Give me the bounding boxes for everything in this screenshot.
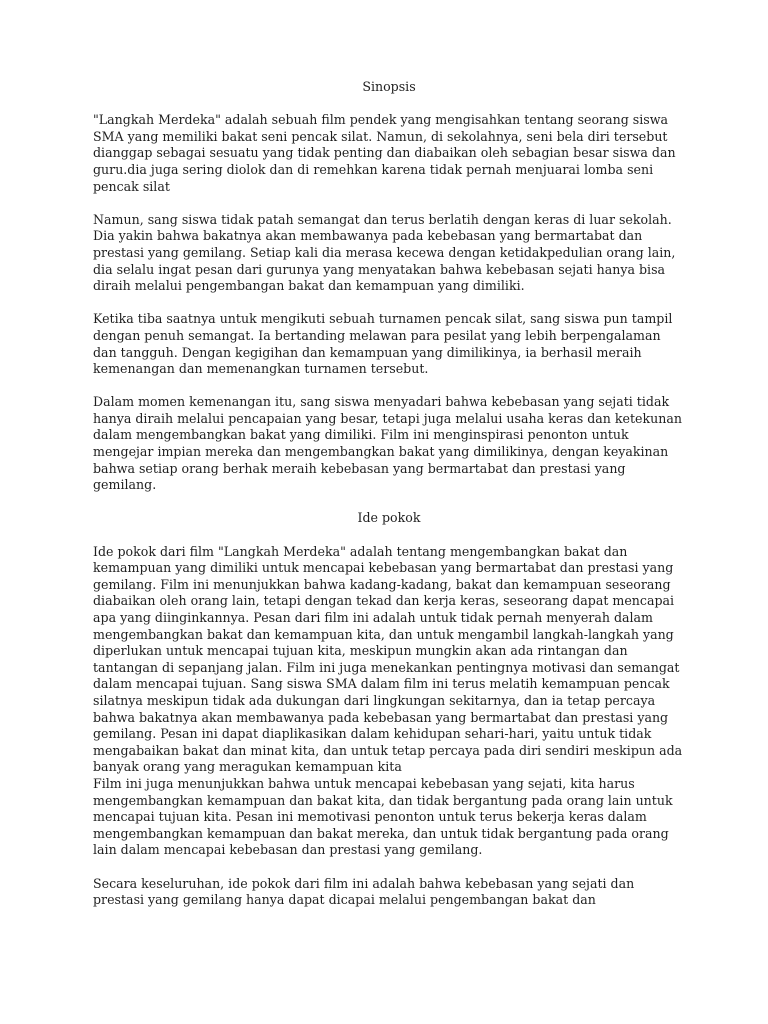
section-heading-sinopsis: Sinopsis — [362, 79, 416, 94]
ide-pokok-paragraph-3: Secara keseluruhan, ide pokok dari film ini adalah bahwa kebebasan yang sejati dan prestasi yang gemilang hanya dapat dicapai melalui pengembangan bakat dan — [93, 875, 635, 908]
document-page — [93, 79, 685, 925]
sinopsis-paragraph-4: Dalam momen kemenangan itu, sang siswa menyadari bahwa kebebasan yang sejati tidak hanya diraih melalui pencapaian yang besar, tetapi juga melalui usaha keras dan ketekunan dalam mengembangkan bakat yang dimiliki. Film ini menginspirasi penonton untuk mengejar impian mereka dan mengembangkan bakat yang dimilikinya, dengan keyakinan bahwa setiap orang berhak meraih kebebasan yang bermartabat dan prestasi yang gemilang. — [93, 394, 682, 493]
section-heading-ide-pokok: Ide pokok — [357, 510, 421, 526]
sinopsis-paragraph-3: Ketika tiba saatnya untuk mengikuti sebuah turnamen pencak silat, sang siswa pun tampil dengan penuh semangat. Ia bertanding melawan para pesilat yang lebih berpengalaman dan tangguh. Dengan kegigihan dan kemampuan yang dimilikinya, ia berhasil meraih kemenangan dan memenangkan turnamen tersebut. — [93, 311, 673, 377]
sinopsis-paragraph-2: Namun, sang siswa tidak patah semangat dan terus berlatih dengan keras di luar sekolah. Dia yakin bahwa bakatnya akan membawanya pada kebebasan yang bermartabat dan prestasi yang gemilang. Setiap kali dia merasa kecewa dengan ketidakpedulian orang lain, dia selalu ingat pesan dari gurunya yang menyatakan bahwa kebebasan sejati hanya bisa diraih melalui pengembangan bakat dan kemampuan yang dimiliki. — [93, 211, 676, 294]
ide-pokok-paragraph-2: Film ini juga menunjukkan bahwa untuk mencapai kebebasan yang sejati, kita harus mengembangkan kemampuan dan bakat kita, dan tidak bergantung pada orang lain untuk mencapai tujuan kita. Pesan ini memotivasi penonton untuk terus bekerja keras dalam mengembangkan kemampuan dan bakat mereka, dan untuk tidak bergantung pada orang lain dalam mencapai kebebasan dan prestasi yang gemilang. — [93, 775, 673, 858]
sinopsis-paragraph-1: "Langkah Merdeka" adalah sebuah film pendek yang mengisahkan tentang seorang siswa SMA yang memiliki bakat seni pencak silat. Namun, di sekolahnya, seni bela diri tersebut dianggap sebagai sesuatu yang tidak penting dan diabaikan oleh sebagian besar siswa dan guru.dia juga sering diolok dan di remehkan karena tidak pernah menjuarai lomba seni pencak silat — [93, 112, 676, 194]
ide-pokok-paragraph-1: Ide pokok dari film "Langkah Merdeka" adalah tentang mengembangkan bakat dan kemampuan yang dimiliki untuk mencapai kebebasan yang bermartabat dan prestasi yang gemilang. Film ini menunjukkan bahwa kadang-kadang, bakat dan kemampuan seseorang diabaikan oleh orang lain, tetapi dengan tekad dan kerja keras, seseorang dapat mencapai apa yang diinginkannya. Pesan dari film ini adalah untuk tidak pernah menyerah dalam mengembangkan bakat dan kemampuan kita, dan untuk mengambil langkah-langkah yang diperlukan untuk mencapai tujuan kita, meskipun mungkin akan ada rintangan dan tantangan di sepanjang jalan. Film ini juga menekankan pentingnya motivasi dan semangat dalam mencapai tujuan. Sang siswa SMA dalam film ini terus melatih kemampuan pencak silatnya meskipun tidak ada dukungan dari lingkungan sekitarnya, dan ia tetap percaya bahwa bakatnya akan membawanya pada kebebasan yang bermartabat dan prestasi yang gemilang. Pesan ini dapat diaplikasikan dalam kehidupan sehari-hari, yaitu untuk tidak mengabaikan bakat dan minat kita, dan untuk tetap percaya pada diri sendiri meskipun ada banyak orang yang meragukan kemampuan kita — [93, 543, 683, 775]
